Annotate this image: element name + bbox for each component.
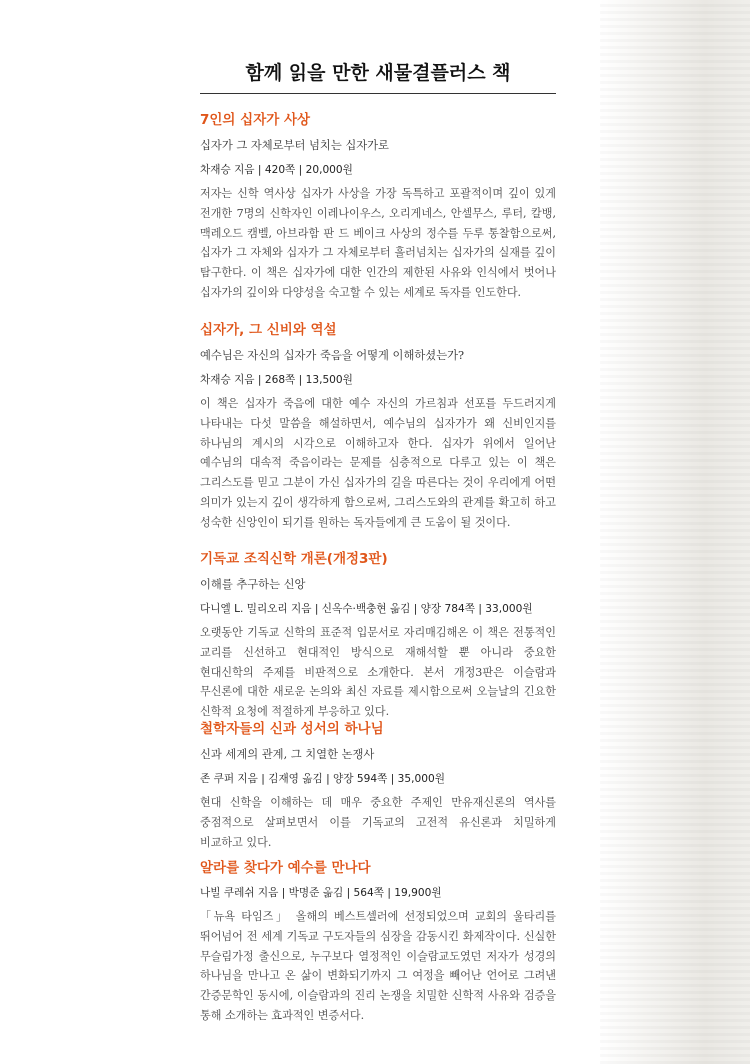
- book-description: 현대 신학을 이해하는 데 매우 중요한 주제인 만유재신론의 역사를 중점적으로 살펴보면서 이를 기독교의 고전적 유신론과 치밀하게 비교하고 있다.: [200, 796, 556, 849]
- book-description: 「뉴욕 타임즈」 올해의 베스트셀러에 선정되었으며 교회의 울타리를 뛰어넘어 전 세계 기독교 구도자들의 심장을 감동시킨 화제작이다. 신실한 무슬림가정 출신으로, 누구보다 열정적인 이슬람교도였던 저자가 성경의 하나님을 만나고 온 삶이 변화되기까지 그 여정을 빼어난 언어로 그려낸 간증문학인 동시에, 이슬람과의 진리 논쟁을 치밀한 신학적 사유와 검증을 통해 소개하는 효과적인 변증서다.: [200, 910, 556, 1022]
- book-entry-5: [200, 856, 556, 1026]
- book-title: 십자가, 그 신비와 역설: [200, 322, 337, 338]
- book-title: 7인의 십자가 사상: [200, 112, 311, 128]
- book-description: 이 책은 십자가 죽음에 대한 예수 자신의 가르침과 선포를 두드러지게 나타내는 다섯 말씀을 해설하면서, 예수님의 십자가가 왜 신비인지를 하나님의 계시의 시각으로 이해하고자 한다. 십자가 위에서 일어난 예수님의 대속적 죽음이라는 문제를 심층적으로 다루고 있는 이 책은 그리스도를 믿고 그분이 가신 십자가의 길을 따른다는 것이 우리에게 어떤 의미가 있는지 깊이 생각하게 함으로써, 그리스도와의 관계를 확고히 하고 성숙한 신앙인이 되기를 원하는 독자들에게 큰 도움이 될 것이다.: [200, 397, 556, 529]
- book-entry-2: [200, 318, 556, 533]
- book-meta: 차재승 지음 | 268쪽 | 13,500원: [200, 374, 353, 386]
- book-title: 기독교 조직신학 개론(개정3판): [200, 551, 388, 567]
- book-description: 저자는 신학 역사상 십자가 사상을 가장 독특하고 포괄적이며 깊이 있게 전개한 7명의 신학자인 이레나이우스, 오리게네스, 안셀무스, 루터, 칼뱅, 맥레오드 캠벨, 아브라함 판 드 베이크 사상의 정수를 두루 통찰함으로써, 십자가 그 자체와 십자가 그 자체로부터 흘러넘치는 십자가의 실재를 깊이 탐구한다. 이 책은 십자가에 대한 인간의 제한된 사유와 인식에서 벗어나 십자가의 깊이와 다양성을 숙고할 수 있는 세계로 독자를 인도한다.: [200, 187, 556, 299]
- book-description: 오랫동안 기독교 신학의 표준적 입문서로 자리매김해온 이 책은 전통적인 교리를 신선하고 현대적인 방식으로 재해석할 뿐 아니라 중요한 현대신학의 주제를 비판적으로 소개한다. 본서 개정3판은 이슬람과 무신론에 대한 새로운 논의와 최신 자료를 제시함으로써 오늘날의 긴요한 신학적 요청에 적절하게 부응하고 있다.: [200, 626, 556, 719]
- book-subtitle: 예수님은 자신의 십자가 죽음을 어떻게 이해하셨는가?: [200, 349, 465, 362]
- book-entry-4: [200, 717, 556, 852]
- paper-texture-strip: [600, 0, 750, 1064]
- book-subtitle: 십자가 그 자체로부터 넘치는 십자가로: [200, 139, 389, 152]
- book-meta: 다니엘 L. 밀리오리 지음 | 신옥수·백충현 옮김 | 양장 784쪽 | 33,000원: [200, 603, 533, 615]
- book-subtitle: 이해를 추구하는 신앙: [200, 578, 306, 591]
- book-subtitle: 신과 세계의 관계, 그 치열한 논쟁사: [200, 748, 375, 761]
- book-meta: 존 쿠퍼 지음 | 김재영 옮김 | 양장 594쪽 | 35,000원: [200, 773, 445, 785]
- book-meta: 나빌 쿠레쉬 지음 | 박명준 옮김 | 564쪽 | 19,900원: [200, 887, 442, 899]
- book-meta: 차재승 지음 | 420쪽 | 20,000원: [200, 164, 353, 176]
- book-entry-1: [200, 108, 556, 303]
- book-title: 알라를 찾다가 예수를 만나다: [200, 860, 371, 876]
- book-title: 철학자들의 신과 성서의 하나님: [200, 721, 384, 737]
- book-entry-3: [200, 547, 556, 722]
- page-title: 함께 읽을 만한 새물결플러스 책: [200, 58, 556, 94]
